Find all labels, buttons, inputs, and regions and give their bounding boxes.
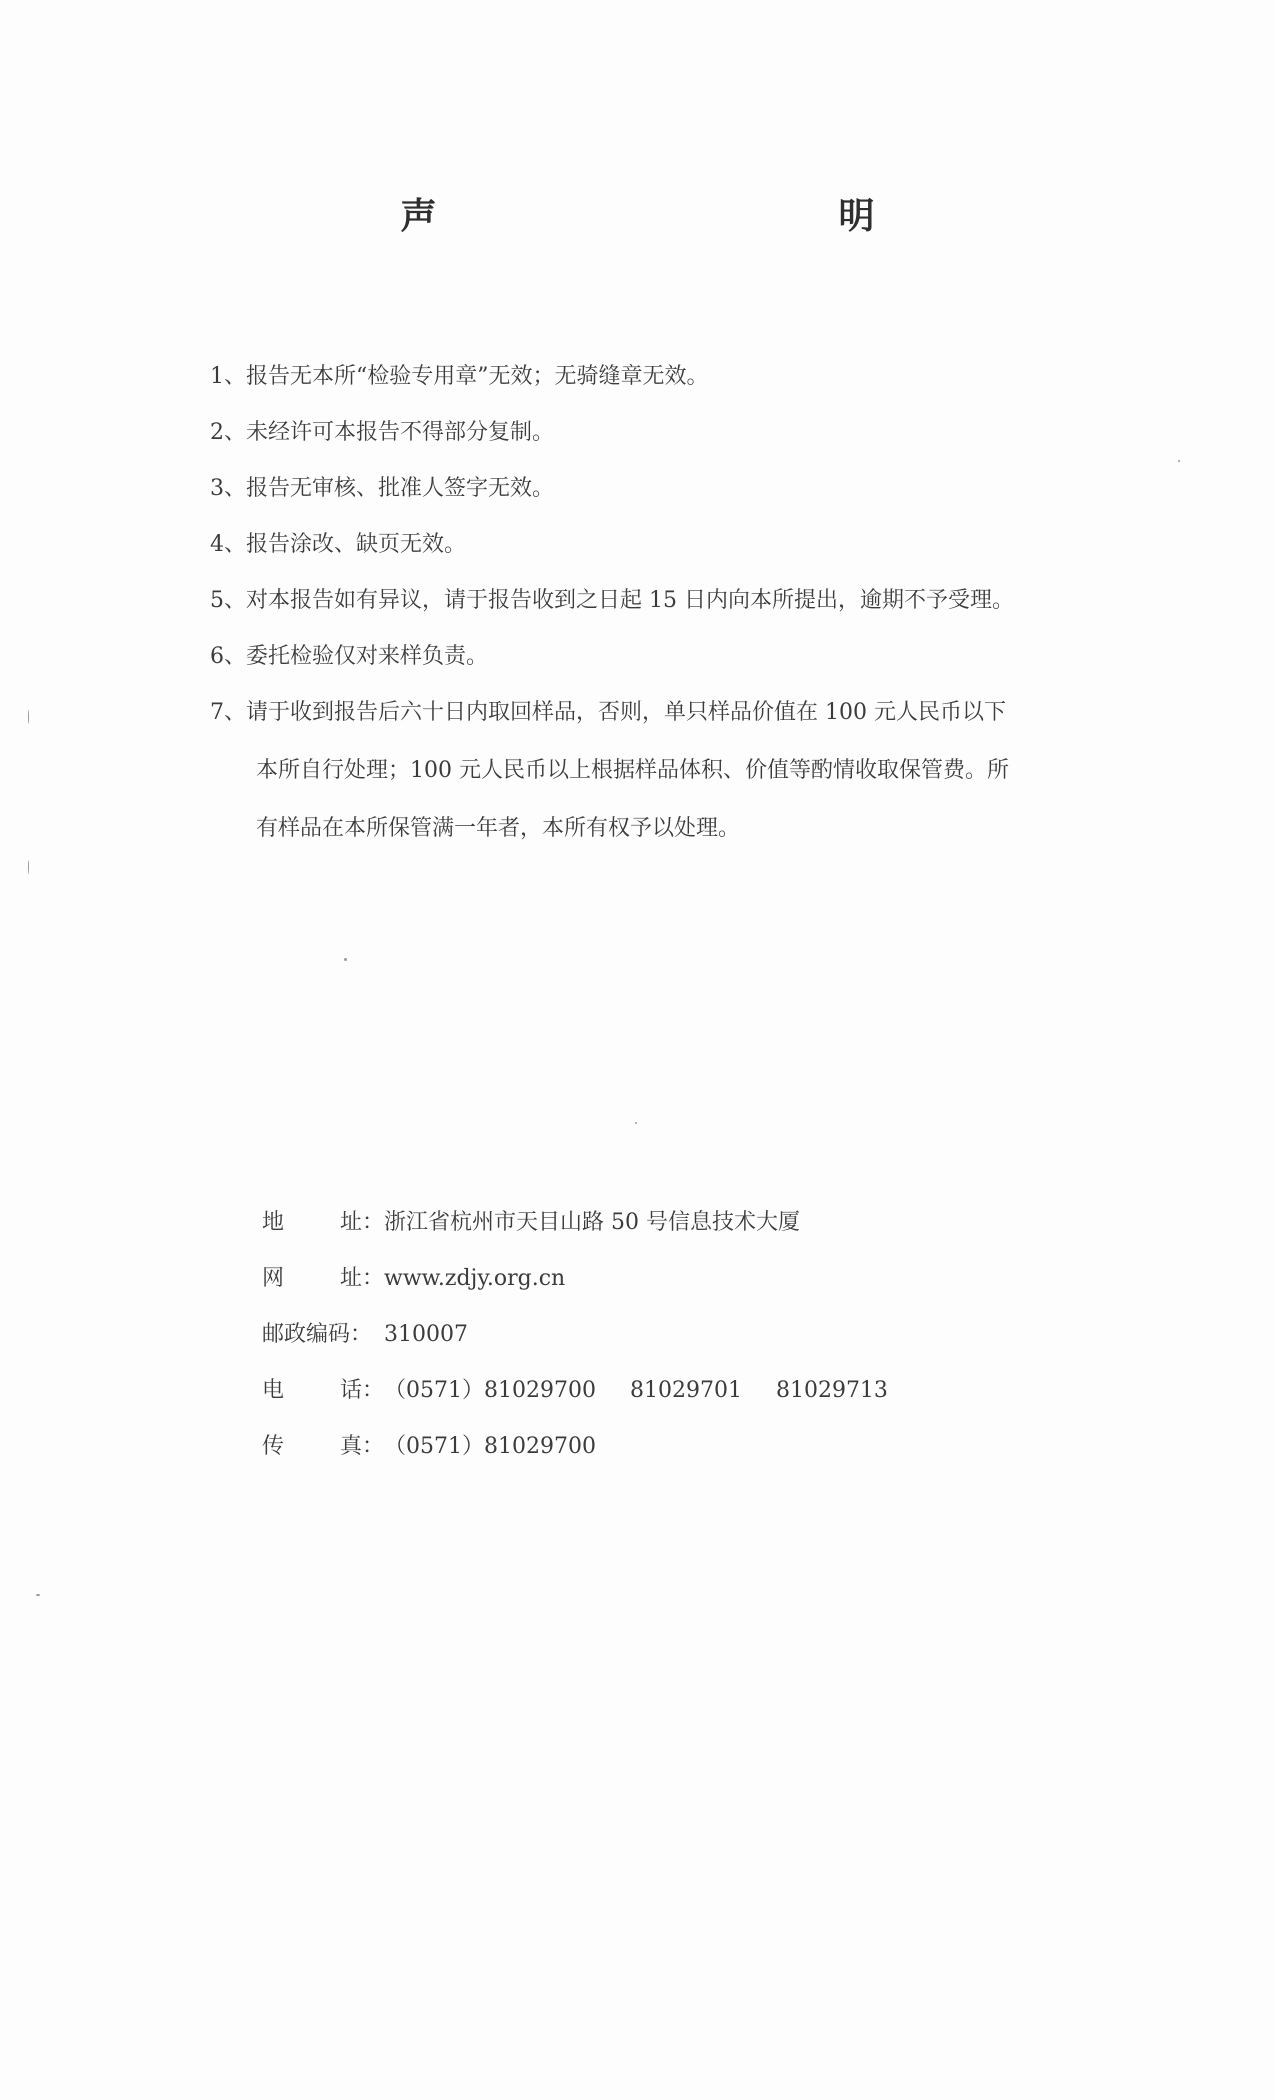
scan-speck <box>1178 460 1180 462</box>
postcode-value: 310007 <box>384 1322 468 1347</box>
notice-text-line: 请于收到报告后六十日内取回样品，否则，单只样品价值在 100 元人民币以下 <box>246 699 1006 725</box>
contact-info <box>262 1208 962 1488</box>
notice-text: 报告涂改、缺页无效。 <box>246 532 467 557</box>
scan-speck <box>635 1122 637 1124</box>
notice-text-line: 有样品在本所保管满一年者，本所有权予以处理。 <box>256 815 741 841</box>
notice-item <box>210 362 1110 391</box>
notice-item <box>210 530 1110 559</box>
scan-speck <box>36 1594 40 1596</box>
contact-website <box>262 1264 962 1293</box>
phone-value: （0571）81029700 81029701 81029713 <box>384 1378 888 1403</box>
notice-text <box>246 684 1110 858</box>
contact-label: 邮政编码： <box>262 1322 373 1347</box>
contact-label: 电 话： <box>262 1378 384 1403</box>
notice-text: 报告无本所“检验专用章”无效；无骑缝章无效。 <box>246 364 709 389</box>
scan-speck <box>28 860 29 874</box>
contact-label: 传 真： <box>262 1434 384 1459</box>
contact-fax <box>262 1432 962 1461</box>
address-value: 浙江省杭州市天目山路 50 号信息技术大厦 <box>384 1210 800 1235</box>
contact-phone <box>262 1376 962 1405</box>
notice-text-line: 本所自行处理；100 元人民币以上根据样品体积、价值等酌情收取保管费。所 <box>256 757 1009 783</box>
notice-item <box>210 698 1110 843</box>
notice-list <box>210 362 1110 870</box>
contact-label: 网 址： <box>262 1266 384 1291</box>
notice-text: 报告无审核、批准人签字无效。 <box>246 476 555 501</box>
website-value: www.zdjy.org.cn <box>384 1266 566 1291</box>
notice-number: 6、 <box>210 644 246 669</box>
notice-item <box>210 642 1110 671</box>
notice-number: 1、 <box>210 364 246 389</box>
notice-number: 3、 <box>210 476 246 501</box>
notice-item <box>210 474 1110 503</box>
notice-item <box>210 418 1110 447</box>
notice-text: 未经许可本报告不得部分复制。 <box>246 420 555 445</box>
notice-text: 对本报告如有异议，请于报告收到之日起 15 日内向本所提出，逾期不予受理。 <box>246 588 1014 613</box>
contact-postcode <box>262 1320 962 1349</box>
fax-value: （0571）81029700 <box>384 1434 596 1459</box>
notice-number: 2、 <box>210 420 246 445</box>
contact-address <box>262 1208 962 1237</box>
scan-speck <box>344 958 347 961</box>
scan-speck <box>28 710 29 724</box>
notice-number: 4、 <box>210 532 246 557</box>
notice-number: 7、 <box>210 700 246 725</box>
notice-number: 5、 <box>210 588 246 613</box>
contact-label: 地 址： <box>262 1210 384 1235</box>
page-title: 声 明 <box>400 196 985 237</box>
notice-item <box>210 586 1110 615</box>
notice-text: 委托检验仅对来样负责。 <box>246 644 489 669</box>
